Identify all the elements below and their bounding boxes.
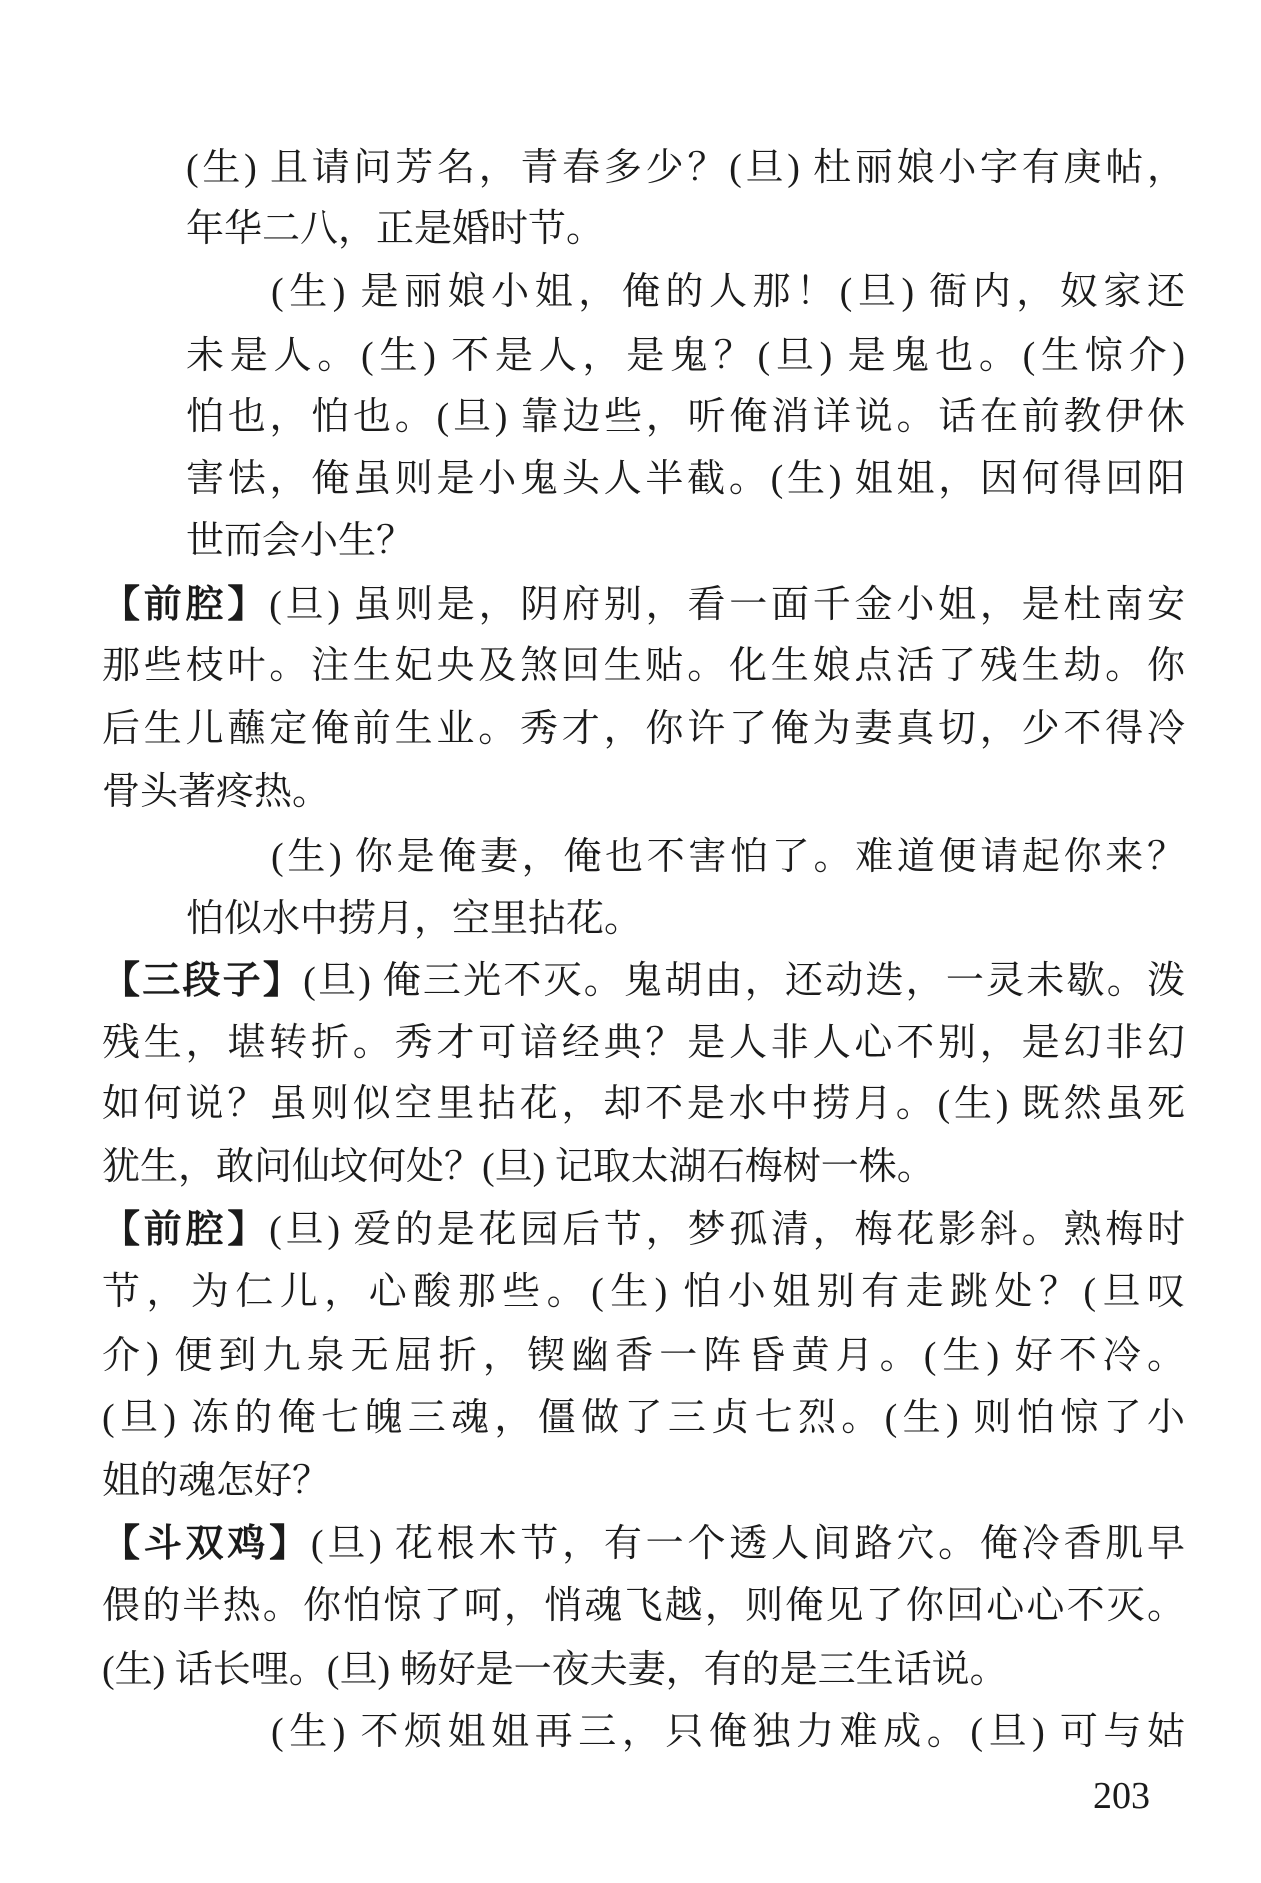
line-text: (生) 话长哩。(旦) 畅好是一夜夫妻，有的是三生话说。 <box>102 1649 1008 1691</box>
tune-label: 【三段子】 <box>102 958 304 1002</box>
line-text: 残生，堪转折。秀才可谙经典？是人非人心不别，是幻非幻 <box>102 1022 1185 1064</box>
line-text: 世而会小生？ <box>186 520 415 562</box>
line-text: 害怯，俺虽则是小鬼头人半截。(生) 姐姐，因何得回阳 <box>186 458 1185 500</box>
line-text: 那些枝叶。注生妃央及煞回生贴。化生娘点活了残生劫。你 <box>102 645 1185 687</box>
text-line <box>102 1394 1185 1442</box>
text-line <box>102 1646 1185 1694</box>
line-text: 后生儿蘸定俺前生业。秀才，你许了俺为妻真切，少不得冷 <box>102 708 1185 750</box>
text-line <box>102 1019 1185 1067</box>
text-line <box>102 642 1185 690</box>
text-line <box>102 1080 1185 1128</box>
text-line <box>102 1332 1185 1380</box>
line-text: (旦) 爱的是花园后节，梦孤清，梅花影斜。熟梅时 <box>269 1209 1185 1251</box>
text-line <box>102 580 1185 628</box>
line-text: 姐的魂怎好？ <box>102 1460 331 1502</box>
text-line <box>102 1582 1185 1630</box>
text-line <box>271 268 1185 316</box>
text-line <box>102 1457 1185 1505</box>
line-text: (生) 你是俺妻，俺也不害怕了。难道便请起你来？ <box>271 836 1185 878</box>
text-line <box>102 1143 1185 1191</box>
text-line <box>102 956 1185 1004</box>
text-line <box>102 705 1185 753</box>
line-text: (生) 且请问芳名，青春多少？(旦) 杜丽娘小字有庚帖， <box>186 147 1185 189</box>
text-line <box>186 144 1185 192</box>
line-text: 犹生，敢问仙坟何处？(旦) 记取太湖石梅树一株。 <box>102 1146 935 1188</box>
line-text: (生) 不烦姐姐再三，只俺独力难成。(旦) 可与姑 <box>271 1711 1185 1753</box>
text-line <box>102 1519 1185 1567</box>
line-text: (旦) 虽则是，阴府别，看一面千金小姐，是杜南安 <box>269 584 1185 626</box>
text-line <box>102 768 1185 816</box>
line-text: 怕也，怕也。(旦) 靠边些，听俺消详说。话在前教伊休 <box>186 396 1185 438</box>
line-text: 怕似水中捞月，空里拈花。 <box>186 898 643 940</box>
line-text: 介) 便到九泉无屈折，锲幽香一阵昏黄月。(生) 好不冷。 <box>102 1335 1185 1377</box>
tune-label: 【前腔】 <box>102 582 270 626</box>
text-line <box>102 1268 1185 1316</box>
tune-label: 【前腔】 <box>102 1207 270 1251</box>
line-text: 未是人。(生) 不是人，是鬼？(旦) 是鬼也。(生惊介) <box>186 335 1185 377</box>
text-line <box>271 1708 1185 1756</box>
text-line <box>102 1205 1185 1253</box>
line-text: (旦) 俺三光不灭。鬼胡由，还动迭，一灵未歇。泼 <box>303 960 1185 1002</box>
text-line <box>186 455 1185 503</box>
tune-label: 【斗双鸡】 <box>102 1521 311 1565</box>
line-text: (生) 是丽娘小姐，俺的人那！(旦) 衙内，奴家还 <box>271 271 1185 313</box>
line-text: 骨头著疼热。 <box>102 771 331 813</box>
text-line <box>186 517 1185 565</box>
line-text: 节，为仁儿，心酸那些。(生) 怕小姐别有走跳处？(旦叹 <box>102 1271 1185 1313</box>
text-line <box>186 895 1185 943</box>
text-line <box>186 205 1185 253</box>
line-text: (旦) 花根木节，有一个透人间路穴。俺冷香肌早 <box>310 1523 1185 1565</box>
line-text: (旦) 冻的俺七魄三魂，僵做了三贞七烈。(生) 则怕惊了小 <box>102 1397 1185 1439</box>
line-text: 年华二八，正是婚时节。 <box>186 208 605 250</box>
page-number: 203 <box>1093 1775 1150 1817</box>
text-line <box>186 393 1185 441</box>
line-text: 如何说？虽则似空里拈花，却不是水中捞月。(生) 既然虽死 <box>102 1083 1185 1125</box>
line-text: 偎的半热。你怕惊了呵，悄魂飞越，则俺见了你回心心不灭。 <box>102 1585 1185 1627</box>
text-line <box>186 332 1185 380</box>
text-line <box>271 833 1185 881</box>
